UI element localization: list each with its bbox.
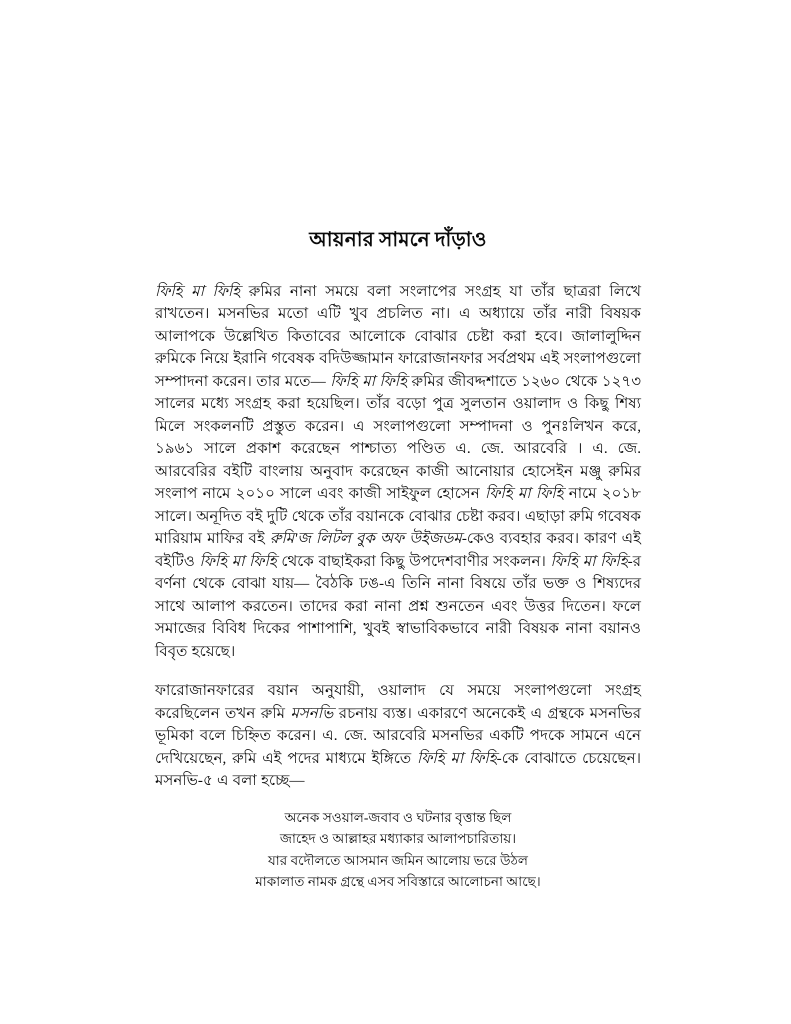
page-title: আয়নার সামনে দাঁড়াও (309, 229, 487, 251)
emphasized-text: ফিহি মা ফিহি (485, 486, 564, 503)
verse-line: যার বদৌলতে আসমান জমিন আলোয় ভরে উঠল (267, 852, 529, 868)
emphasized-text: ফিহি মা ফিহি (550, 553, 628, 570)
verse-line: অনেক সওয়াল-জবাব ও ঘটনার বৃত্তান্ত ছিল (284, 809, 512, 825)
document-content (155, 225, 641, 893)
emphasized-text: ফিহি মা ফিহি (330, 373, 408, 390)
emphasized-text: ফিহি মা ফিহি (417, 750, 497, 767)
emphasized-text: ফিহি মা ফিহি (199, 553, 277, 570)
verse-line: মাকালাত নামক গ্রন্থে এসব সবিস্তারে আলোচনা আছে। (255, 874, 541, 890)
body-paragraph-2: ফারোজানফারের বয়ান অনুযায়ী, ওয়ালাদ যে সময়ে সংলাপগুলো সংগ্রহ করেছিলেন তখন রুমি মসনভি রচনায় ব্যস্ত। একারণে অনেকেই এ গ্রন্থকে মসনভির ভূমিকা বলে চিহ্নিত করেন। এ. জে. আরবেরি মসনভির একটি পদকে সামনে এনে দেখিয়েছেন, রুমি এই পদের মাধ্যমে ইঙ্গিতে ফিহি মা ফিহি-কে বোঝাতে চেয়েছেন। মসনভি-৫ এ বলা হচ্ছে— (155, 683, 641, 790)
emphasized-text: ফিহি মা ফিহি (155, 284, 241, 300)
verse-quote (155, 807, 641, 893)
emphasized-text: রুমি'জ লিটল বুক অফ উইজডম (269, 531, 462, 548)
emphasized-text: মসনভি (290, 705, 334, 722)
verse-line: জাহেদ ও আল্লাহর মধ্যাকার আলাপচারিতায়। (279, 831, 517, 847)
body-paragraph-1: ফিহি মা ফিহি রুমির নানা সময়ে বলা সংলাপের সংগ্রহ যা তাঁর ছাত্ররা লিখে রাখতেন। মসনভির মতো এটি খুব প্রচলিত না। এ অধ্যায়ে তাঁর নারী বিষয়ক আলাপকে উল্লেখিত কিতাবের আলোকে বোঝার চেষ্টা করা হবে। জালালুদ্দিন রুমিকে নিয়ে ইরানি গবেষক বদিউজ্জামান ফারোজানফার সর্বপ্রথম এই সংলাপগুলো সম্পাদনা করেন। তার মতে— ফিহি মা ফিহি রুমির জীবদ্দশাতে ১২৬০ থেকে ১২৭৩ সালের মধ্যে সংগ্রহ করা হয়েছিল। তাঁর বড়ো পুত্র সুলতান ওয়ালাদ ও কিছু শিষ্য মিলে সংকলনটি প্রস্তুত করেন। এ সংলাপগুলো সম্পাদনা ও পুনঃলিখন করে, ১৯৬১ সালে প্রকাশ করেছেন পাশ্চাত্য পণ্ডিত এ. জে. আরবেরি । এ. জে. আরবেরির বইটি বাংলায় অনুবাদ করেছেন কাজী আনোয়ার হোসেইন মঞ্জু রুমির সংলাপ নামে ২০১০ সালে এবং কাজী সাইফুল হোসেন ফিহি মা ফিহি নামে ২০১৮ সালে। অনূদিত বই দুটি থেকে তাঁর বয়ানকে বোঝার চেষ্টা করব। এছাড়া রুমি গবেষক মারিয়াম মাফির বই রুমি'জ লিটল বুক অফ উইজডম-কেও ব্যবহার করব। কারণ এই বইটিও ফিহি মা ফিহি থেকে বাছাইকরা কিছু উপদেশবাণীর সংকলন। ফিহি মা ফিহি-র বর্ণনা থেকে বোঝা যায়— বৈঠকি ঢঙ-এ তিনি নানা বিষয়ে তাঁর ভক্ত ও শিষ্যদের সাথে আলাপ করতেন। তাদের করা নানা প্রশ্ন শুনতেন এবং উত্তর দিতেন। ফলে সমাজের বিবিধ দিকের পাশাপাশি, খুবই স্বাভাবিকভাবে নারী বিষয়ক নানা বয়ানও বিবৃত হয়েছে। (155, 284, 642, 660)
